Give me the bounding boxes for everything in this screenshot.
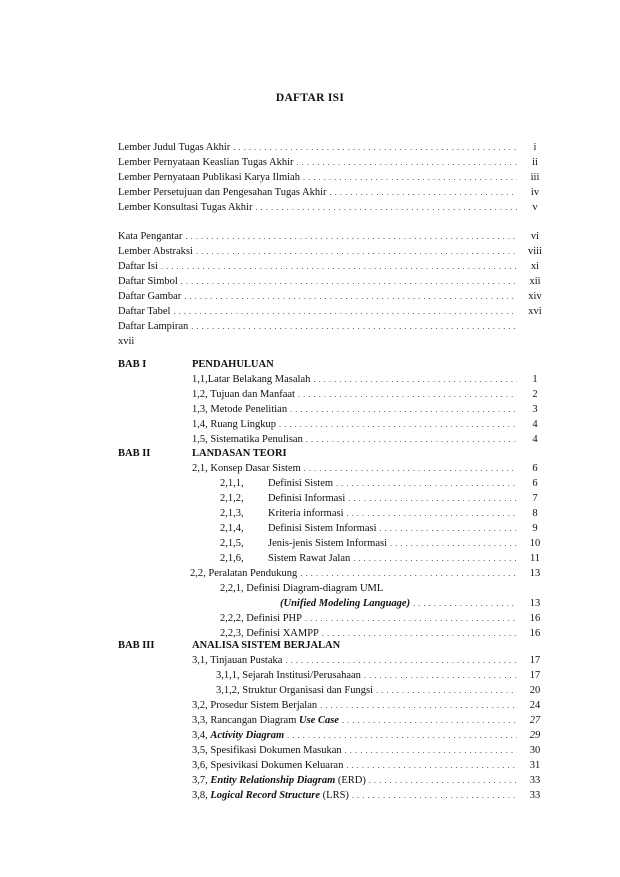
toc-entry-prefix: 3,8,: [192, 790, 211, 801]
toc-entry-page: 9: [532, 523, 538, 534]
dot-leader: [196, 244, 517, 259]
toc-entry-page: v: [532, 202, 538, 213]
dot-leader: [255, 200, 517, 215]
chapter-heading[interactable]: PENDAHULUAN: [192, 359, 274, 370]
toc-entry-page: 29: [529, 730, 541, 741]
toc-entry-page: 10: [529, 538, 541, 549]
toc-entry-label: [192, 773, 366, 788]
toc-entry-prefix: 3,4,: [192, 730, 211, 741]
toc-entry-page: ii: [532, 157, 538, 168]
toc-entry-bab2-sub-1[interactable]: [268, 476, 520, 491]
toc-entry-bab3-sub-2[interactable]: [216, 683, 520, 698]
toc-entry-front-6[interactable]: [118, 229, 520, 244]
toc-entry-page: 31: [529, 760, 541, 771]
toc-entry-label: Sistem Rawat Jalan: [268, 553, 351, 564]
dot-leader: [181, 274, 517, 289]
dot-leader: [298, 387, 517, 402]
dot-leader: [233, 140, 517, 155]
dot-leader: [369, 773, 517, 788]
toc-entry-page: 16: [529, 613, 541, 624]
toc-entry-label: Lember Judul Tugas Akhir: [118, 142, 231, 153]
toc-entry-label: 2,2,3, Definisi XAMPP: [220, 628, 319, 639]
toc-entry-label: [192, 743, 342, 758]
toc-entry-text: Spesifikasi Dokumen Masukan: [210, 745, 342, 756]
toc-sub-number: 2,1,2,: [220, 493, 244, 504]
toc-entry-label: Daftar Gambar: [118, 291, 182, 302]
toc-sub-number: 2,1,4,: [220, 523, 244, 534]
dot-leader: [330, 185, 517, 200]
toc-entry-bab3-5[interactable]: [192, 743, 520, 758]
toc-entry-front-10[interactable]: [118, 289, 520, 304]
toc-entry-page: xii: [529, 276, 541, 287]
toc-entry-text: Prosedur Sistem Berjalan: [210, 700, 318, 711]
toc-entry-label: 3,1, Tinjauan Pustaka: [192, 655, 283, 666]
toc-entry-page: xi: [530, 261, 540, 272]
toc-entry-label: [192, 728, 284, 743]
chapter-label: BAB II: [118, 448, 151, 459]
toc-entry-label: Definisi Sistem: [268, 478, 334, 489]
toc-entry-label: 1,2, Tujuan dan Manfaat: [192, 389, 295, 400]
toc-entry-bab2-sub-4[interactable]: [268, 521, 520, 536]
toc-entry-page: 17: [529, 670, 541, 681]
toc-entry-label: Lember Persetujuan dan Pengesahan Tugas Akhir: [118, 187, 327, 198]
toc-entry-label: Jenis-jenis Sistem Informasi: [268, 538, 387, 549]
toc-entry-label: 2,2, Peralatan Pendukung: [190, 568, 298, 579]
toc-entry-suffix: (LRS): [320, 790, 349, 801]
toc-entry-label: 1,1,Latar Belakang Masalah: [192, 374, 311, 385]
toc-entry-page: 13: [529, 598, 541, 609]
toc-entry-page: 6: [532, 463, 538, 474]
toc-entry-prefix: 3,5,: [192, 745, 211, 756]
toc-entry-bab1-4[interactable]: [192, 417, 520, 432]
toc-entry-bab3-3[interactable]: [192, 713, 520, 728]
dot-leader: [390, 536, 517, 551]
dot-leader: [364, 668, 517, 683]
toc-entry-page: 7: [532, 493, 538, 504]
chapter-label: BAB III: [118, 640, 155, 651]
dot-leader: [346, 758, 517, 773]
toc-entry-label: Daftar Isi: [118, 261, 158, 272]
toc-entry-label: 2,2,2, Definisi PHP: [220, 613, 302, 624]
toc-sub-number: 2,1,5,: [220, 538, 244, 549]
toc-entry-page: 4: [532, 419, 538, 430]
dot-leader: [413, 596, 517, 611]
toc-entry-bab1-3[interactable]: [192, 402, 520, 417]
dot-leader: [173, 304, 517, 319]
toc-entry-bab1-1[interactable]: [192, 372, 520, 387]
toc-entry-bab3-8[interactable]: [192, 788, 520, 803]
toc-entry-page: 3: [532, 404, 538, 415]
toc-entry-bab2-sub-2[interactable]: [268, 491, 520, 506]
toc-entry-italic: Use Case: [299, 715, 339, 726]
toc-entry-label: Definisi Sistem Informasi: [268, 523, 377, 534]
toc-entry-front-5[interactable]: [118, 200, 520, 215]
toc-entry-suffix: (ERD): [335, 775, 366, 786]
toc-entry-label: [192, 698, 317, 713]
toc-entry-text: Rancangan Diagram: [210, 715, 300, 726]
dot-leader: [300, 566, 517, 581]
chapter-heading[interactable]: ANALISA SISTEM BERJALAN: [192, 640, 341, 651]
toc-entry-label: Daftar Tabel: [118, 306, 171, 317]
toc-entry-front-8[interactable]: [118, 259, 520, 274]
toc-entry-label: [192, 758, 343, 773]
toc-entry-label: Definisi Informasi: [268, 493, 346, 504]
toc-entry-label: 1,4, Ruang Lingkup: [192, 419, 276, 430]
toc-entry-label: 2,1, Konsep Dasar Sistem: [192, 463, 301, 474]
dot-leader: [348, 491, 517, 506]
toc-entry-bab2-konsep[interactable]: [192, 461, 520, 476]
toc-entry-prefix: 3,2,: [192, 700, 211, 711]
toc-entry-page: i: [533, 142, 537, 153]
dot-leader: [161, 259, 517, 274]
toc-entry-label: 3,1,1, Sejarah Institusi/Perusahaan: [216, 670, 361, 681]
toc-entry-front-7[interactable]: [118, 244, 520, 259]
toc-entry-front-11[interactable]: [118, 304, 520, 319]
toc-entry-page: 4: [532, 434, 538, 445]
chapter-heading[interactable]: LANDASAN TEORI: [192, 448, 287, 459]
toc-entry-page: 24: [529, 700, 541, 711]
toc-entry-label: (Unified Modeling Language): [280, 598, 411, 609]
toc-entry-label: [192, 788, 349, 803]
dot-leader: [342, 713, 517, 728]
toc-entry-bab3-6[interactable]: [192, 758, 520, 773]
toc-entry-label: Lember Konsultasi Tugas Akhir: [118, 202, 253, 213]
toc-entry-page: xvii: [118, 336, 135, 347]
dot-leader: [306, 432, 517, 447]
toc-sub-number: 2,1,1,: [220, 478, 244, 489]
toc-entry-prefix: 3,7,: [192, 775, 211, 786]
toc-entry-page: 6: [532, 478, 538, 489]
toc-entry-italic: Activity Diagram: [210, 730, 285, 741]
dot-leader: [297, 155, 517, 170]
toc-entry-bab3-2[interactable]: [192, 698, 520, 713]
toc-entry-page: 2: [532, 389, 538, 400]
dot-leader: [352, 788, 517, 803]
dot-leader: [380, 521, 518, 536]
toc-entry-label: Kriteria informasi: [268, 508, 344, 519]
toc-entry-label: 1,3, Metode Penelitian: [192, 404, 288, 415]
dot-leader: [336, 476, 517, 491]
toc-entry-label: Kata Pengantar: [118, 231, 183, 242]
dot-leader: [345, 743, 517, 758]
toc-entry-page: vi: [530, 231, 540, 242]
dot-leader: [304, 461, 517, 476]
toc-entry-label: Daftar Lampiran: [118, 321, 189, 332]
dot-leader: [285, 653, 517, 668]
toc-entry-page: 33: [529, 775, 541, 786]
page-title: DAFTAR ISI: [275, 92, 345, 104]
toc-entry-italic: Logical Record Structure: [210, 790, 321, 801]
toc-entry-php[interactable]: [220, 611, 520, 626]
toc-entry-page: 8: [532, 508, 538, 519]
toc-entry-bab3-sub-1[interactable]: [216, 668, 520, 683]
toc-entry-bab2-sub-5[interactable]: [268, 536, 520, 551]
toc-entry-front-9[interactable]: [118, 274, 520, 289]
toc-entry-bab3-7[interactable]: [192, 773, 520, 788]
toc-entry-page: iv: [530, 187, 540, 198]
toc-entry-page: 13: [529, 568, 541, 579]
toc-entry-label: 1,5, Sistematika Penulisan: [192, 434, 303, 445]
dot-leader: [320, 698, 517, 713]
toc-entry-label: 3,1,2, Struktur Organisasi dan Fungsi: [216, 685, 374, 696]
toc-entry-page: xvi: [528, 306, 542, 317]
dot-leader: [305, 611, 517, 626]
dot-leader: [290, 402, 517, 417]
toc-entry-page: 33: [529, 790, 541, 801]
toc-entry-uml-line1[interactable]: 2,2,1, Definisi Diagram-diagram UML: [220, 583, 384, 594]
dot-leader: [279, 417, 517, 432]
toc-entry-page: 30: [529, 745, 541, 756]
toc-entry-italic: Entity Relationship Diagram: [210, 775, 336, 786]
toc-entry-text: Spesivikasi Dokumen Keluaran: [210, 760, 344, 771]
toc-entry-front-1[interactable]: [118, 140, 520, 155]
toc-entry-front-3[interactable]: [118, 170, 520, 185]
toc-entry-bab1-2[interactable]: [192, 387, 520, 402]
toc-entry-page: iii: [530, 172, 540, 183]
toc-entry-label: Daftar Simbol: [118, 276, 178, 287]
toc-entry-bab1-5[interactable]: [192, 432, 520, 447]
toc-entry-bab2-sub-6[interactable]: [268, 551, 520, 566]
toc-entry-page: 11: [529, 553, 541, 564]
toc-entry-bab3-tinjauan[interactable]: [192, 653, 520, 668]
toc-entry-prefix: 3,6,: [192, 760, 211, 771]
toc-entry-page: 20: [529, 685, 541, 696]
dot-leader: [287, 728, 517, 743]
dot-leader: [353, 551, 517, 566]
toc-entry-label: Lember Abstraksi: [118, 246, 193, 257]
toc-entry-page: 27: [529, 715, 541, 726]
chapter-label: BAB I: [118, 359, 147, 370]
dot-leader: [185, 229, 517, 244]
dot-leader: [347, 506, 517, 521]
dot-leader: [303, 170, 517, 185]
dot-leader: [313, 372, 517, 387]
toc-entry-bab2-sub-3[interactable]: [268, 506, 520, 521]
toc-sub-number: 2,1,3,: [220, 508, 244, 519]
dot-leader: [376, 683, 517, 698]
toc-entry-prefix: 3,3,: [192, 715, 211, 726]
toc-entry-uml-line2[interactable]: [280, 596, 520, 611]
toc-sub-number: 2,1,6,: [220, 553, 244, 564]
toc-entry-page: 1: [532, 374, 538, 385]
toc-entry-label: Lember Pernyataan Publikasi Karya Ilmiah: [118, 172, 300, 183]
toc-entry-front-4[interactable]: [118, 185, 520, 200]
toc-entry-front-2[interactable]: [118, 155, 520, 170]
toc-entry-front-12[interactable]: [118, 319, 520, 334]
dot-leader: [322, 626, 517, 641]
dot-leader: [191, 319, 517, 334]
toc-entry-label: [192, 713, 339, 728]
toc-entry-bab2-peralatan[interactable]: [190, 566, 520, 581]
toc-entry-label: Lember Pernyataan Keaslian Tugas Akhir: [118, 157, 294, 168]
toc-entry-page: xiv: [528, 291, 542, 302]
toc-entry-bab3-4[interactable]: [192, 728, 520, 743]
dot-leader: [184, 289, 517, 304]
toc-entry-page: 16: [529, 628, 541, 639]
toc-entry-page: 17: [529, 655, 541, 666]
toc-entry-page: viii: [527, 246, 542, 257]
